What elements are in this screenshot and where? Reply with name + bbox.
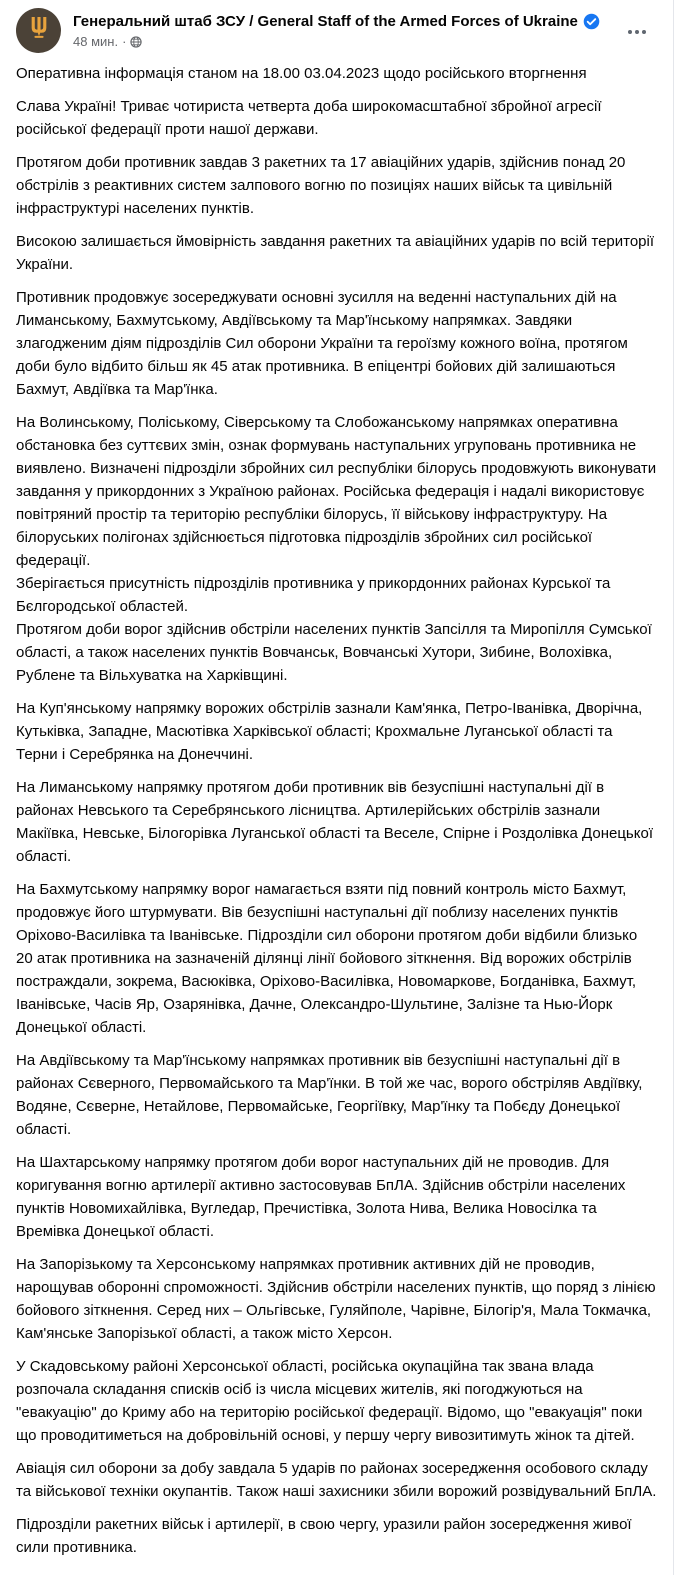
meta-separator: · bbox=[122, 34, 127, 49]
post-header bbox=[0, 0, 673, 53]
three-dots-menu-icon bbox=[635, 30, 639, 34]
post-paragraph: На Запорізькому та Херсонському напрямках противник активних дій не проводив, нарощував оборонні спроможності. Здійснив обстріли населених пунктів, що поряд з лінією бойового зіткнення. Серед них – Ольгівське, Гуляйполе, Чарівне, Білогір'я, Мала Токмачка, Кам'янське Запорізької області, а також місто Херсон. bbox=[16, 1256, 656, 1342]
page-name-row bbox=[73, 12, 657, 31]
verified-badge-icon bbox=[583, 13, 600, 30]
post-paragraph: Слава Україні! Триває чотириста четверта доба широкомасштабної збройної агресії російської федерації проти нашої держави. bbox=[16, 98, 602, 138]
header-texts bbox=[73, 8, 657, 50]
post-paragraph: На Куп'янському напрямку ворожих обстрілів зазнали Кам'янка, Петро-Іванівка, Дворічна, Кутьківка, Западне, Масютівка Харківської області; Крохмальне Луганської області та Терни і Серебрянка на Донеччині. bbox=[16, 700, 643, 763]
post-paragraph: Високою залишається ймовірність завдання ракетних та авіаційних ударів по всій території України. bbox=[16, 233, 655, 273]
post-paragraph: На Шахтарському напрямку протягом доби ворог наступальних дій не проводив. Для коригування вогню артилерії активно застосовував БпЛА. Здійснив обстріли населених пунктів Новомихайлівка, Вугледар, Пречистівка, Золота Нива, Велика Новосілка та Времівка Донецької області. bbox=[16, 1154, 626, 1240]
ukraine-trident-icon bbox=[28, 15, 50, 46]
more-options-button[interactable] bbox=[621, 20, 653, 44]
post-paragraph: Протягом доби противник завдав 3 ракетних та 17 авіаційних ударів, здійснив понад 20 обстрілів з реактивних систем залпового вогню по позиціях наших військ та цивільній інфраструктурі населених пунктів. bbox=[16, 154, 626, 217]
post-paragraph: Авіація сил оборони за добу завдала 5 ударів по районах зосередження особового складу та військової техніки окупантів. Також наші захисники збили ворожий розвідувальний БпЛА. bbox=[16, 1460, 657, 1500]
page-avatar[interactable] bbox=[16, 8, 61, 53]
post-paragraph: Зберігається присутність підрозділів противника у прикордонних районах Курської та Бєлгородської областей. bbox=[16, 575, 611, 615]
post-paragraph: Підрозділи ракетних військ і артилерії, в свою чергу, уразили район зосередження живої сили противника. bbox=[16, 1516, 632, 1556]
three-dots-menu-icon bbox=[642, 30, 646, 34]
post-paragraph: Протягом доби ворог здійснив обстріли населених пунктів Запсілля та Миропілля Сумської області, а також населених пунктів Вовчанськ, Вовчанські Хутори, Зибине, Волохівка, Рублене та Вільхуватка на Харківщині. bbox=[16, 621, 652, 684]
post-paragraph: На Бахмутському напрямку ворог намагається взяти під повний контроль місто Бахмут, продовжує його штурмувати. Вів безуспішні наступальні дії поблизу населених пунктів Оріхово-Василівка та Іванівське. Підрозділи сил оборони протягом доби відбили близько 20 атак противника на зазначеній ділянці лінії бойового зіткнення. Від ворожих обстрілів постраждали, зокрема, Васюківка, Оріхово-Василівка, Новомаркове, Богданівка, Бахмут, Іванівське, Часів Яр, Озарянівка, Дачне, Олександро-Шультине, Залізне та Нью-Йорк Донецької області. bbox=[16, 881, 638, 1036]
post-meta-row bbox=[73, 34, 657, 50]
post-body bbox=[0, 53, 673, 1575]
post-paragraph: Противник продовжує зосереджувати основні зусилля на веденні наступальних дій на Лиманському, Бахмутському, Авдіївському та Мар'їнському напрямках. Завдяки злагодженим діям підрозділів Сил оборони України та героїзму кожного воїна, протягом доби було відбито більш як 45 атак противника. В епіцентрі бойових дій залишаються Бахмут, Авдіївка та Мар'їнка. bbox=[16, 289, 628, 398]
post-paragraph: На Волинському, Поліському, Сіверському та Слобожанському напрямках оперативна обстановка без суттєвих змін, ознак формувань наступальних угруповань противника не виявлено. Визначені підрозділи збройних сил республіки білорусь продовжують виконувати завдання у прикордонних з Україною районах. Російська федерація і надалі використовує повітряний простір та територію республіки білорусь, її військову інфраструктуру. На білоруських полігонах здійснюється підготовка підрозділів збройних сил російської федерації. bbox=[16, 414, 657, 569]
three-dots-menu-icon bbox=[628, 30, 632, 34]
post-paragraph: На Лиманському напрямку протягом доби противник вів безуспішні наступальні дії в районах Невського та Серебрянського лісництва. Артилерійських обстрілів зазнали Макіївка, Невське, Білогорівка Луганської області та Веселе, Спірне і Роздолівка Донецької області. bbox=[16, 779, 653, 865]
post-paragraph: У Скадовському районі Херсонської області, російська окупаційна так звана влада розпочала складання списків осіб із числа місцевих жителів, які погоджуються на "евакуацію" до Криму або на територію російської федерації. Відомо, що "евакуація" поки що проводитиметься на добровільній основі, у першу чергу вивозитимуть жінок та дітей. bbox=[16, 1358, 643, 1444]
page-name-link[interactable]: Генеральний штаб ЗСУ / General Staff of the Armed Forces of Ukraine bbox=[73, 13, 578, 30]
post-paragraph: На Авдіївському та Мар'їнському напрямках противник вів безуспішні наступальні дії в районах Сєверного, Первомайського та Мар'їнки. В той же час, ворого обстріляв Авдіївку, Водяне, Сєверне, Нетайлове, Первомайське, Георгіївку, Мар'їнку та Побєду Донецької області. bbox=[16, 1052, 643, 1138]
globe-icon bbox=[130, 36, 142, 48]
post-timestamp[interactable]: 48 мин. bbox=[73, 34, 119, 49]
post-paragraph: Оперативна інформація станом на 18.00 03.04.2023 щодо російського вторгнення bbox=[16, 65, 587, 82]
